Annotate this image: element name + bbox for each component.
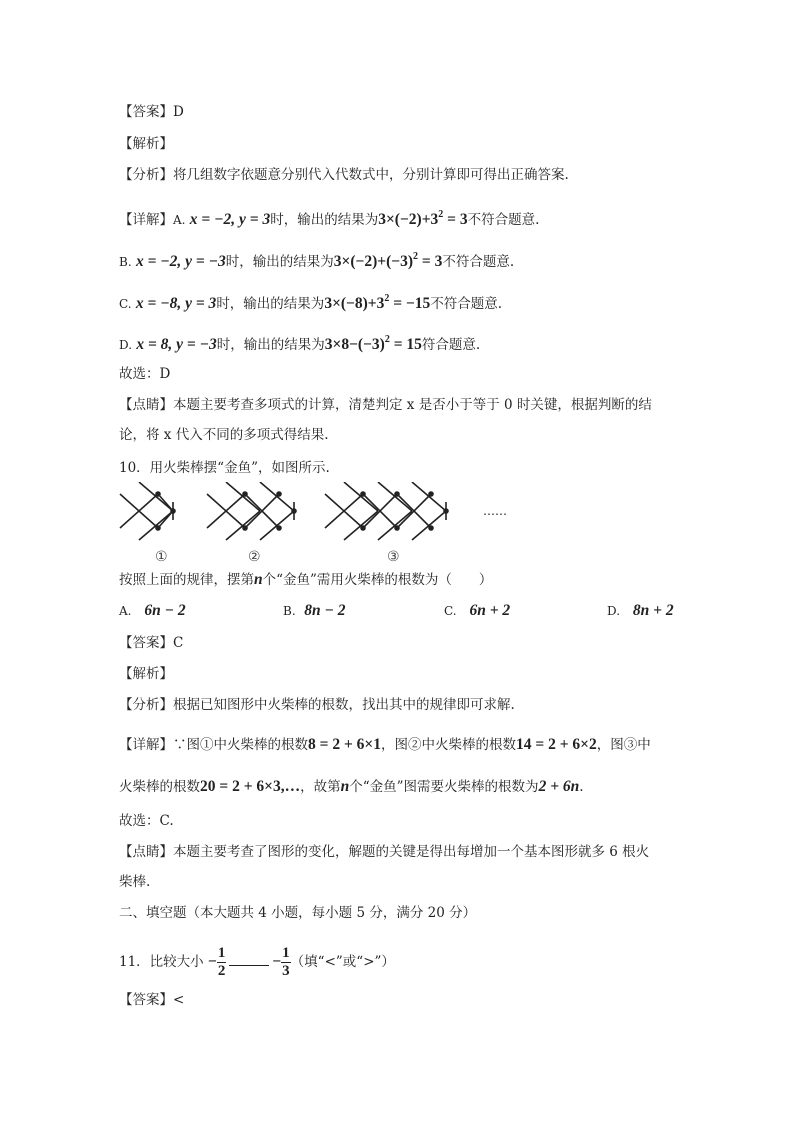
goldfish-figure-3 — [325, 482, 448, 540]
option-letter: C. — [444, 604, 457, 618]
q10-question — [119, 570, 492, 590]
math-expression: 3×(−8)+3 — [324, 295, 385, 312]
option-c — [444, 602, 510, 620]
q10-fenxi-line — [119, 695, 515, 715]
q11-answer-line — [119, 990, 184, 1010]
option-b — [283, 602, 346, 620]
fenxi-tag: 【分析】 — [119, 167, 173, 183]
figure-label-1: ① — [155, 549, 168, 562]
math-result: = 3 — [418, 253, 443, 270]
option-letter: A. — [119, 604, 132, 618]
answer-tag: 【答案】 — [119, 104, 173, 120]
answer-value: < — [173, 992, 185, 1008]
option-expression: 6n + 2 — [469, 602, 511, 619]
math-expression: 3×8−(−3) — [324, 336, 385, 353]
detail-text: 个“金鱼”图需要火柴棒的根数为 — [349, 779, 539, 795]
option-letter: C. — [119, 297, 132, 311]
math-exponent: 2 — [438, 209, 444, 220]
fraction-neg-third — [281, 945, 291, 980]
detail-text: ，图③中 — [596, 737, 651, 753]
goldfish-figure-1 — [120, 482, 175, 540]
matchstick-goldfish-figure — [115, 482, 535, 562]
tail-text: 不符合题意. — [442, 254, 515, 270]
math-condition: x = −2, y = 3 — [189, 211, 271, 228]
fenxi-text: 将几组数字依题意分别代入代数式中，分别计算即可得出正确答案. — [173, 167, 569, 183]
q9-detail-b — [119, 247, 514, 272]
q9-detail-d — [119, 330, 480, 355]
math-expression: 8 = 2 + 6×1 — [308, 736, 381, 753]
mid-text: 时，输出的结果为 — [225, 254, 334, 270]
q9-dianjing-line2: 论，将 x 代入不同的多项式得结果. — [119, 427, 329, 443]
section-heading: 二、填空题（本大题共 4 小题，每小题 5 分，满分 20 分） — [119, 905, 477, 921]
q10-detail-line1 — [119, 735, 651, 755]
mid-text: 时，输出的结果为 — [216, 296, 325, 312]
math-expression: 3×(−2)+3 — [378, 211, 439, 228]
math-result: = 3 — [443, 211, 468, 228]
option-expression: 8n + 2 — [632, 602, 674, 619]
math-condition: x = 8, y = −3 — [136, 336, 217, 353]
q10-analysis-heading: 【解析】 — [119, 666, 173, 682]
fraction-neg-half — [217, 945, 227, 980]
dianjing-text: 本题主要考查了图形的变化，解题的关键是得出每增加一个基本图形就多 6 根火 — [173, 844, 650, 860]
math-condition: x = −8, y = 3 — [135, 295, 217, 312]
q9-analysis-heading: 【解析】 — [119, 136, 173, 152]
question-text: 个“金鱼”需用火柴棒的根数为（ ） — [262, 572, 493, 588]
dianjing-tag: 【点睛】 — [119, 397, 173, 413]
fraction-numerator: 1 — [217, 945, 226, 961]
q9-select: 故选：D — [119, 366, 171, 382]
math-expression: 2 + 6n — [538, 778, 580, 795]
option-a — [119, 602, 186, 620]
xiangjie-tag: 【详解】 — [119, 737, 173, 753]
mid-text: 时，输出的结果为 — [270, 212, 379, 228]
dianjing-text: 本题主要考查多项式的计算，清楚判定 x 是否小于等于 0 时关键，根据判断的结 — [173, 397, 652, 413]
variable-n: n — [254, 571, 263, 588]
q10-answer-line — [119, 633, 183, 653]
q9-answer-line — [119, 102, 184, 122]
figure-label-3: ③ — [387, 549, 400, 562]
answer-value: D — [173, 104, 184, 120]
option-letter: A. — [173, 213, 186, 227]
tail-text: 不符合题意. — [430, 296, 503, 312]
math-expression: 20 = 2 + 6×3,… — [200, 778, 301, 795]
detail-text: . — [579, 779, 584, 795]
detail-text: 火柴棒的根数 — [119, 779, 200, 795]
answer-tag: 【答案】 — [119, 635, 173, 651]
detail-text: ，图②中火柴棒的根数 — [381, 737, 516, 753]
option-d — [607, 602, 674, 620]
option-letter: D. — [607, 604, 621, 618]
q10-detail-line2 — [119, 777, 584, 797]
dianjing-tag: 【点睛】 — [119, 844, 173, 860]
q9-detail-a — [119, 205, 539, 230]
answer-tag: 【答案】 — [119, 992, 173, 1008]
figure-ellipsis: …… — [483, 504, 507, 518]
variable-n: n — [340, 778, 350, 795]
detail-text: ，故第 — [300, 779, 341, 795]
tail-text: 不符合题意. — [467, 212, 540, 228]
minus-sign: − — [272, 953, 282, 970]
minus-sign: − — [207, 953, 217, 970]
q9-detail-c — [119, 289, 502, 314]
q11-stem: 11．比较大小 — [119, 954, 204, 970]
goldfish-figure-2 — [207, 482, 296, 540]
math-result: = 15 — [389, 336, 422, 353]
q10-select: 故选：C. — [119, 813, 174, 829]
question-text: 按照上面的规律，摆第 — [119, 572, 254, 588]
answer-blank[interactable] — [229, 951, 269, 966]
option-letter: B. — [283, 604, 296, 618]
option-expression: 6n − 2 — [144, 602, 186, 619]
math-exponent: 2 — [384, 334, 390, 345]
option-letter: B. — [119, 255, 132, 269]
math-exponent: 2 — [384, 293, 390, 304]
figure-label-2: ② — [248, 549, 261, 562]
math-result: = −15 — [389, 295, 431, 312]
option-expression: 8n − 2 — [304, 602, 346, 619]
fenxi-tag: 【分析】 — [119, 697, 173, 713]
q10-dianjing-line1 — [119, 842, 649, 862]
math-exponent: 2 — [413, 251, 419, 262]
q9-dianjing-line1 — [119, 395, 652, 415]
q9-fenxi-line — [119, 165, 569, 185]
fenxi-text: 根据已知图形中火柴棒的根数，找出其中的规律即可求解. — [173, 697, 515, 713]
q11-hint: （填“<”或“>”） — [290, 954, 395, 970]
fraction-denominator: 2 — [217, 963, 226, 979]
q10-dianjing-line2: 柴棒. — [119, 874, 151, 890]
option-letter: D. — [119, 338, 133, 352]
math-condition: x = −2, y = −3 — [135, 253, 226, 270]
q10-stem: 10．用火柴棒摆“金鱼”，如图所示. — [119, 460, 330, 476]
detail-text: ∵图①中火柴棒的根数 — [173, 737, 308, 753]
tail-text: 符合题意. — [421, 337, 481, 353]
xiangjie-tag: 【详解】 — [119, 212, 173, 228]
math-expression: 14 = 2 + 6×2 — [516, 736, 597, 753]
fraction-numerator: 1 — [282, 945, 290, 961]
fraction-denominator: 3 — [282, 963, 290, 979]
math-expression: 3×(−2)+(−3) — [333, 253, 414, 270]
mid-text: 时，输出的结果为 — [216, 337, 325, 353]
answer-value: C — [173, 635, 184, 651]
q11-stem-line — [119, 942, 395, 982]
